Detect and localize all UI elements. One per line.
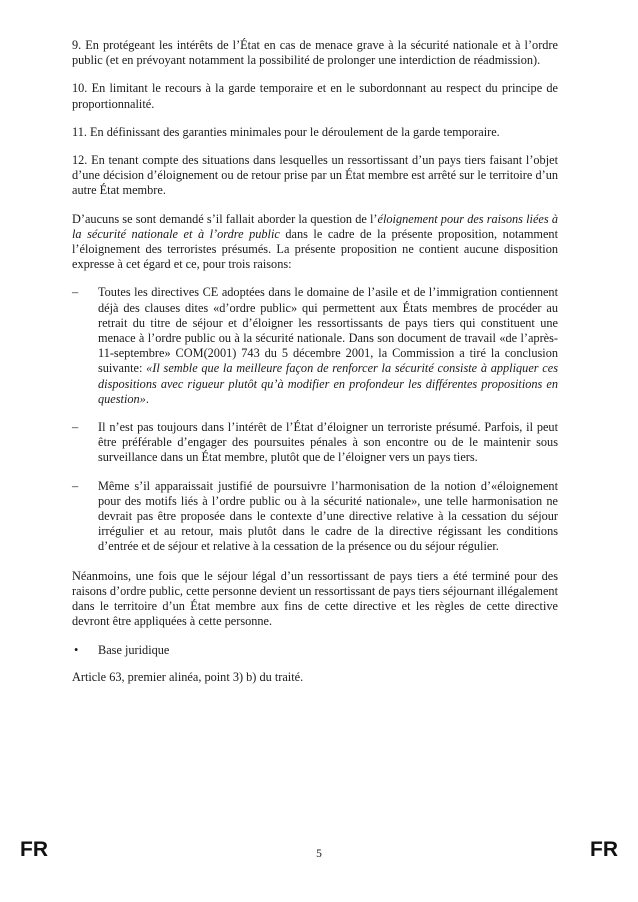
bullet-marker: • [74,642,79,657]
legal-basis-heading [72,643,558,658]
dash-marker: – [72,478,79,493]
legal-basis-title: Base juridique [98,642,170,657]
reason-2-text: Il n’est pas toujours dans l’intérêt de l’État d’éloigner un terroriste présumé. Parfois, il peut être préférable d’engager des poursuites pénales à son encontre ou de le maintenir sous surveillance dans un État membre, plutôt que de l’éloigner vers un pays tiers. [98,420,558,465]
intro-text-start: D’aucuns se sont demandé s’il fallait aborder la question de l’ [72,211,378,226]
reason-item-3 [72,479,558,555]
dash-marker: – [72,285,79,300]
paragraph-item-12: 12. En tenant compte des situations dans lesquelles un ressortissant d’un pays tiers faisant l’objet d’une décision d’éloignement ou de retour prise par un État membre est arrêté sur le territoire d’un autre État membre. [72,153,558,198]
intro-text-end: dans le cadre de la présente proposition, notamment l’éloignement des terroristes présumés. La présente proposition ne contient aucune disposition expresse à cet égard et ce, pour trois raisons: [72,226,558,272]
paragraph-item-11: 11. En définissant des garanties minimales pour le déroulement de la garde temporaire. [72,124,500,139]
conclusion-paragraph: Néanmoins, une fois que le séjour légal d’un ressortissant de pays tiers a été terminé pour des raisons d’ordre public, cette personne devient un ressortissant de pays tiers séjournant illégalement dans le territoire d’un État membre aux fins de cette directive et les règles de cette directive devront être appliquées à cette personne. [72,568,558,629]
intro-italic-phrase: éloignement pour des raisons liées à la sécurité nationale et à l’ordre public [72,211,558,241]
footer-language-left: FR [20,838,48,861]
reason-item-2 [72,420,558,466]
reasons-list [72,285,558,554]
footer-language-right: FR [590,838,618,861]
paragraph-item-9: 9. En protégeant les intérêts de l’État en cas de menace grave à la sécurité nationale et à l’ordre public (et en prévoyant notamment la possibilité de prolonger une interdiction de réadmission). [72,38,558,68]
reason-1-end: . [145,391,149,406]
paragraph-item-10: 10. En limitant le recours à la garde temporaire et en le subordonnant au respect du principe de proportionnalité. [72,81,558,111]
intro-paragraph [72,212,558,273]
reason-1-text: Toutes les directives CE adoptées dans le domaine de l’asile et de l’immigration contiennent déjà des clauses dites «d’ordre public» qui permettent aux États membres de procéder au retrait du titre de séjour et d’éloigner les ressortissants de pays tiers qui constituent une menace à l’ordre public ou à la sécurité nationale. Dans son document de travail «de l’après-11-septembre» COM(2001) 743 du 5 décembre 2001, la Commission a tiré la conclusion suivante: [98,285,558,376]
legal-basis-text: Article 63, premier alinéa, point 3) b) du traité. [72,669,304,684]
reason-1-quote: «Il semble que la meilleure façon de renforcer la sécurité consiste à appliquer ces dispositions avec rigueur plutôt qu’à modifier en profondeur les différentes propositions en question» [98,361,558,406]
reason-3-text: Même s’il apparaissait justifié de poursuivre l’harmonisation de la notion d’«éloignement pour des motifs liés à l’ordre public ou à la sécurité nationale», une telle harmonisation ne devrait pas être proposée dans le contexte d’une directive relative à la cessation du séjour irrégulier et au retour, mais plutôt dans le cadre de la directive régissant les conditions d’entrée et de séjour et relative à la cessation de la présence ou du séjour régulier. [98,478,558,554]
page-number: 5 [316,848,322,860]
dash-marker: – [72,420,79,435]
reason-item-1 [72,285,558,407]
document-body [72,38,558,698]
